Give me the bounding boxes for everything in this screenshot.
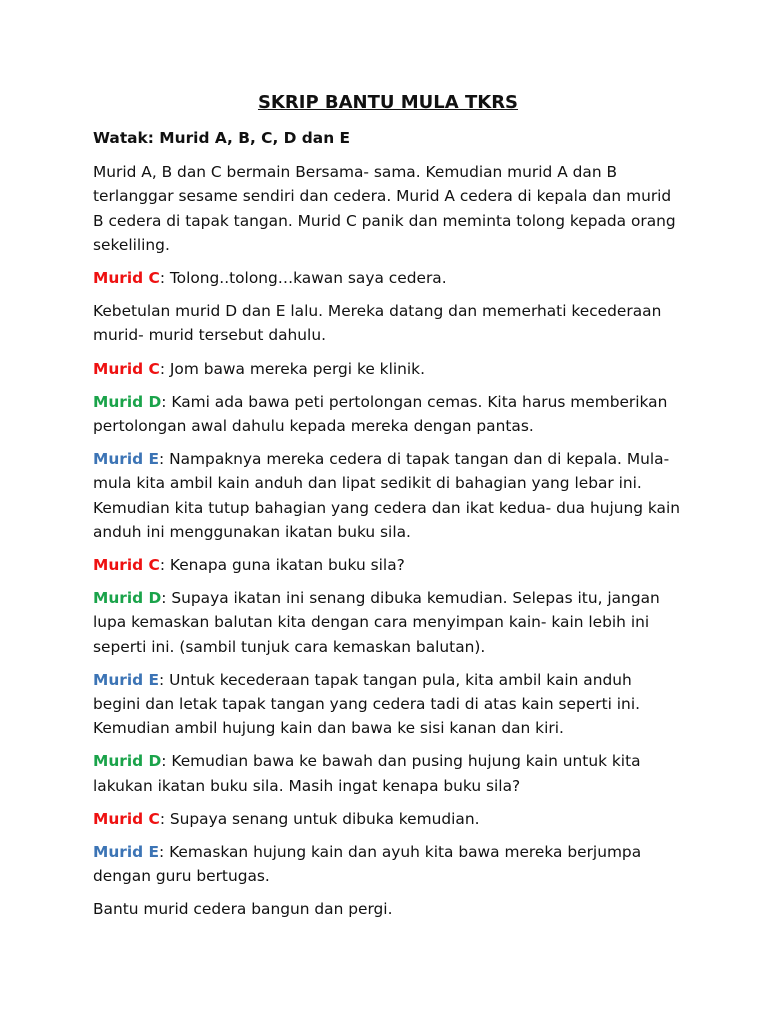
speaker-label: Murid E bbox=[93, 670, 160, 689]
speaker-label: Murid D bbox=[93, 752, 162, 771]
dialogue-text: : Tolong..tolong…kawan saya cedera. bbox=[159, 269, 447, 288]
narration-paragraph bbox=[93, 299, 683, 347]
dialogue-text: : Jom bawa mereka pergi ke klinik. bbox=[159, 359, 425, 378]
dialogue-text: : Supaya senang untuk dibuka kemudian. bbox=[159, 809, 480, 828]
speaker-label: Murid C bbox=[93, 269, 160, 288]
speaker-label: Murid D bbox=[93, 392, 162, 411]
dialogue-line bbox=[93, 586, 683, 659]
character-list: Watak: Murid A, B, C, D dan E bbox=[93, 129, 351, 147]
document-page bbox=[93, 90, 683, 931]
dialogue-line bbox=[93, 807, 683, 831]
dialogue-text: : Nampaknya mereka cedera di tapak tangan dan di kepala. Mula- mula kita ambil kain anduh dan lipat sedikit di bahagian yang lebar ini. Kemudian kita tutup bahagian yang cedera dan ikat kedua- dua hujung kain anduh ini menggunakan ikatan buku sila. bbox=[93, 450, 680, 541]
speaker-label: Murid D bbox=[93, 589, 162, 608]
dialogue-text: : Kami ada bawa peti pertolongan cemas. Kita harus memberikan pertolongan awal dahulu kepada mereka dengan pantas. bbox=[93, 392, 668, 436]
narration-paragraph bbox=[93, 160, 683, 257]
speaker-label: Murid C bbox=[93, 556, 160, 575]
narration-paragraph bbox=[93, 897, 683, 921]
dialogue-line bbox=[93, 357, 683, 381]
dialogue-line bbox=[93, 749, 683, 797]
dialogue-text: : Kemudian bawa ke bawah dan pusing hujung kain untuk kita lakukan ikatan buku sila. Masih ingat kenapa buku sila? bbox=[93, 752, 641, 795]
speaker-label: Murid E bbox=[93, 450, 160, 469]
dialogue-text: : Kemaskan hujung kain dan ayuh kita bawa mereka berjumpa dengan guru bertugas. bbox=[93, 843, 642, 886]
dialogue-line bbox=[93, 266, 683, 290]
speaker-label: Murid E bbox=[93, 843, 160, 862]
paragraph-text: Murid A, B dan C bermain Bersama- sama. Kemudian murid A dan B terlanggar sesame sendiri dan cedera. Murid A cedera di kepala dan murid B cedera di tapak tangan. Murid C panik dan meminta tolong kepada orang sekeliling. bbox=[93, 163, 676, 254]
paragraph-text: Bantu murid cedera bangun dan pergi. bbox=[93, 900, 393, 919]
dialogue-line bbox=[93, 668, 683, 741]
dialogue-text: : Supaya ikatan ini senang dibuka kemudian. Selepas itu, jangan lupa kemaskan balutan kita dengan cara menyimpan kain- kain lebih ini seperti ini. (sambil tunjuk cara kemaskan balutan). bbox=[93, 589, 660, 656]
dialogue-text: : Kenapa guna ikatan buku sila? bbox=[159, 556, 405, 575]
dialogue-line bbox=[93, 553, 683, 577]
dialogue-line bbox=[93, 840, 683, 888]
dialogue-text: : Untuk kecederaan tapak tangan pula, kita ambil kain anduh begini dan letak tapak tangan yang cedera tadi di atas kain seperti ini. Kemudian ambil hujung kain dan bawa ke sisi kanan dan kiri. bbox=[93, 670, 640, 738]
document-title: SKRIP BANTU MULA TKRS bbox=[257, 92, 519, 113]
dialogue-line bbox=[93, 447, 683, 544]
speaker-label: Murid C bbox=[93, 359, 160, 378]
paragraph-text: Kebetulan murid D dan E lalu. Mereka datang dan memerhati kecederaan murid- murid tersebut dahulu. bbox=[93, 302, 662, 345]
speaker-label: Murid C bbox=[93, 809, 160, 828]
dialogue-line bbox=[93, 390, 683, 438]
